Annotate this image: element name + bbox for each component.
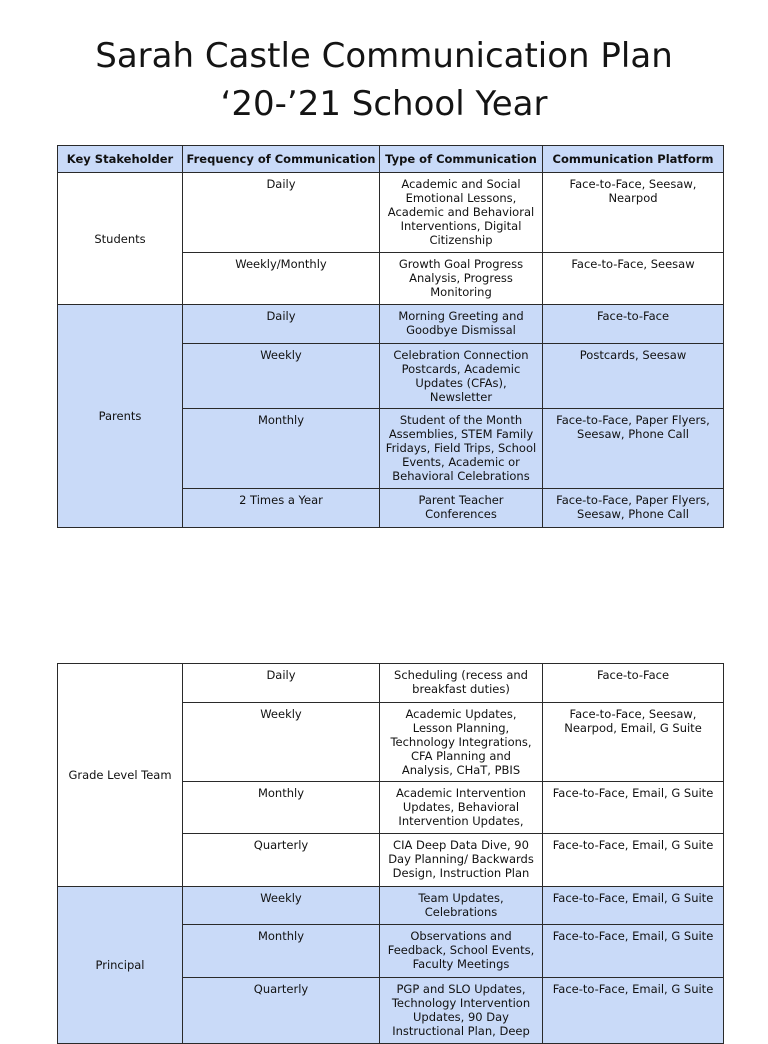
frequency-cell: Monthly (183, 409, 380, 489)
page-subtitle: ‘20-’21 School Year (220, 84, 548, 124)
platform-cell: Face-to-Face, Email, G Suite (543, 782, 724, 834)
frequency-cell: Weekly/Monthly (183, 253, 380, 305)
platform-cell: Face-to-Face, Paper Flyers, Seesaw, Phone Call (543, 409, 724, 489)
table-row (58, 173, 724, 253)
stakeholder-cell: Students (58, 173, 183, 305)
type-cell: Scheduling (recess and breakfast duties) (380, 664, 543, 703)
stakeholder-cell: Grade Level Team (58, 664, 183, 887)
type-cell: Observations and Feedback, School Events, Faculty Meetings (380, 925, 543, 978)
type-cell: Academic Updates, Lesson Planning, Technology Integrations, CFA Planning and Analysis, CHaT, PBIS (380, 703, 543, 782)
platform-cell: Face-to-Face, Email, G Suite (543, 978, 724, 1044)
table-header-row (58, 146, 724, 173)
platform-cell: Face-to-Face, Email, G Suite (543, 834, 724, 887)
frequency-cell: Monthly (183, 782, 380, 834)
header-frequency: Frequency of Communication (183, 146, 380, 173)
table-row (58, 887, 724, 925)
frequency-cell: Quarterly (183, 834, 380, 887)
type-cell: Academic Intervention Updates, Behavioral Intervention Updates, (380, 782, 543, 834)
frequency-cell: Daily (183, 305, 380, 344)
type-cell: PGP and SLO Updates, Technology Intervention Updates, 90 Day Instructional Plan, Deep (380, 978, 543, 1044)
platform-cell: Face-to-Face, Seesaw (543, 253, 724, 305)
platform-cell: Face-to-Face, Email, G Suite (543, 925, 724, 978)
type-cell: Academic and Social Emotional Lessons, Academic and Behavioral Interventions, Digital Citizenship (380, 173, 543, 253)
frequency-cell: Weekly (183, 344, 380, 409)
frequency-cell: Weekly (183, 887, 380, 925)
frequency-cell: Monthly (183, 925, 380, 978)
platform-cell: Face-to-Face, Seesaw, Nearpod (543, 173, 724, 253)
platform-cell: Face-to-Face (543, 305, 724, 344)
type-cell: Parent Teacher Conferences (380, 489, 543, 528)
frequency-cell: Quarterly (183, 978, 380, 1044)
header-key-stakeholder: Key Stakeholder (58, 146, 183, 173)
header-platform: Communication Platform (543, 146, 724, 173)
platform-cell: Face-to-Face (543, 664, 724, 703)
platform-cell: Face-to-Face, Email, G Suite (543, 887, 724, 925)
header-type: Type of Communication (380, 146, 543, 173)
table-row (58, 664, 724, 703)
type-cell: Celebration Connection Postcards, Academic Updates (CFAs), Newsletter (380, 344, 543, 409)
type-cell: Team Updates, Celebrations (380, 887, 543, 925)
frequency-cell: Weekly (183, 703, 380, 782)
stakeholder-cell: Principal (58, 887, 183, 1044)
communication-table-2 (57, 663, 724, 1044)
frequency-cell: 2 Times a Year (183, 489, 380, 528)
type-cell: CIA Deep Data Dive, 90 Day Planning/ Backwards Design, Instruction Plan (380, 834, 543, 887)
communication-table-1 (57, 145, 724, 528)
platform-cell: Face-to-Face, Paper Flyers, Seesaw, Phone Call (543, 489, 724, 528)
platform-cell: Face-to-Face, Seesaw, Nearpod, Email, G Suite (543, 703, 724, 782)
table-row (58, 305, 724, 344)
frequency-cell: Daily (183, 664, 380, 703)
page-title: Sarah Castle Communication Plan (95, 36, 673, 76)
frequency-cell: Daily (183, 173, 380, 253)
platform-cell: Postcards, Seesaw (543, 344, 724, 409)
type-cell: Morning Greeting and Goodbye Dismissal (380, 305, 543, 344)
type-cell: Student of the Month Assemblies, STEM Family Fridays, Field Trips, School Events, Academic or Behavioral Celebrations (380, 409, 543, 489)
stakeholder-cell: Parents (58, 305, 183, 528)
type-cell: Growth Goal Progress Analysis, Progress Monitoring (380, 253, 543, 305)
